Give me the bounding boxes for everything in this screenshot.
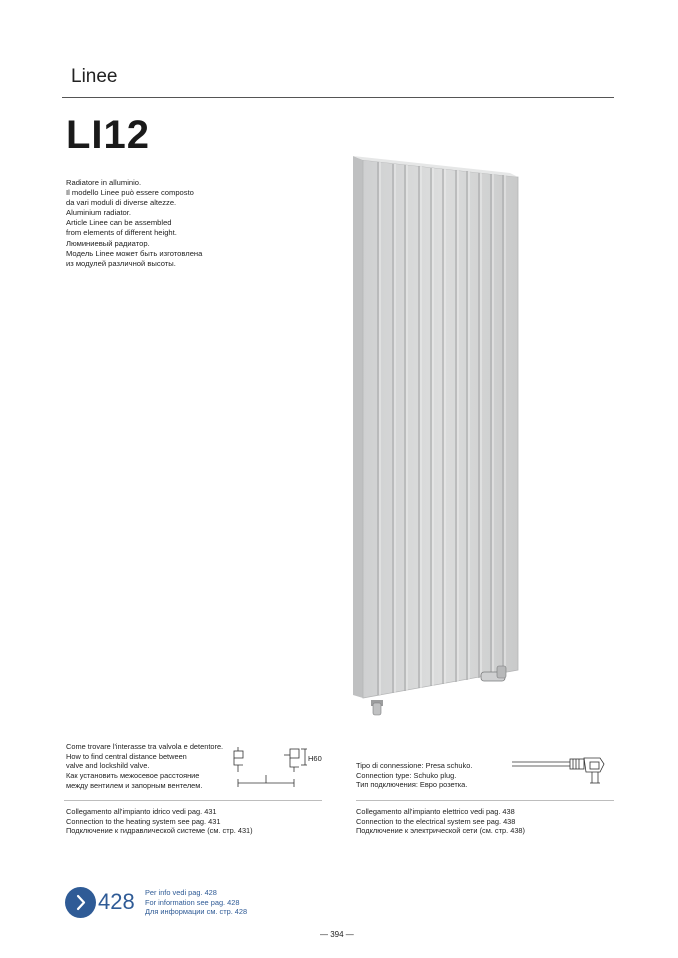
radiator-product-image xyxy=(345,150,530,720)
valve-info-line: How to find central distance between xyxy=(66,751,187,761)
valve-info-line: между вентилем и запорным вентелем. xyxy=(66,780,203,790)
description-line: from elements of different height. xyxy=(66,228,177,238)
valve-distance-diagram xyxy=(228,745,328,793)
h60-label: H60 xyxy=(308,754,322,763)
valve-info-line: Come trovare l'interasse tra valvola e detentore. xyxy=(66,742,224,751)
info-ref-badge[interactable] xyxy=(65,887,96,918)
header-divider xyxy=(62,97,614,98)
connection-info-line: Tipo di connessione: Presa schuko. xyxy=(356,761,473,770)
description-line: Aluminium radiator. xyxy=(66,208,131,218)
info-ref-line: Для информации см. стр. 428 xyxy=(145,907,248,916)
chevron-right-icon xyxy=(65,887,96,918)
page-number: — 394 — xyxy=(320,930,354,939)
info-ref-line: Per info vedi pag. 428 xyxy=(145,888,217,897)
hydraulic-ref-line: Collegamento all'impianto idrico vedi pag. 431 xyxy=(66,807,217,816)
valve-distance-info xyxy=(66,742,223,791)
electric-ref-line: Collegamento all'impianto elettrico vedi pag. 438 xyxy=(356,807,515,816)
section-title: Linee xyxy=(71,66,118,87)
electric-ref-line: Подключение к электрической сети (см. стр. 438) xyxy=(356,826,525,836)
connection-info-line: Connection type: Schuko plug. xyxy=(356,770,457,780)
valve-info-line: Как установить межосевое расстояние xyxy=(66,771,200,781)
description-line: da vari moduli di diverse altezze. xyxy=(66,198,177,208)
description-line: Il modello Linee può essere composto xyxy=(66,188,194,198)
info-ref-text xyxy=(145,888,247,917)
description-line: из модулей различной высоты. xyxy=(66,258,176,268)
divider xyxy=(356,800,614,801)
divider xyxy=(64,800,322,801)
product-description xyxy=(66,178,226,269)
description-line: Article Linee can be assembled xyxy=(66,218,172,228)
info-ref-page[interactable]: 428 xyxy=(98,889,135,914)
connection-type-info xyxy=(356,761,472,790)
model-code: LI12 xyxy=(66,113,151,157)
electric-ref-line: Connection to the electrical system see pag. 438 xyxy=(356,816,516,826)
electric-connection-ref xyxy=(356,807,525,836)
info-ref-line: For information see pag. 428 xyxy=(145,897,240,907)
valve-info-line: valve and lockshild valve. xyxy=(66,761,150,771)
description-line: Модель Linee может быть изготовлена xyxy=(66,248,203,258)
description-line: Люминиевый радиатор. xyxy=(66,238,150,248)
description-line: Radiatore in alluminio. xyxy=(66,178,142,187)
connection-info-line: Тип подключения: Евро розетка. xyxy=(356,780,468,790)
hydraulic-ref-line: Подключение к гидравлической системе (см. стр. 431) xyxy=(66,826,253,836)
hydraulic-ref-line: Connection to the heating system see pag. 431 xyxy=(66,816,221,826)
schuko-plug-icon xyxy=(510,750,610,792)
hydraulic-connection-ref xyxy=(66,807,253,836)
